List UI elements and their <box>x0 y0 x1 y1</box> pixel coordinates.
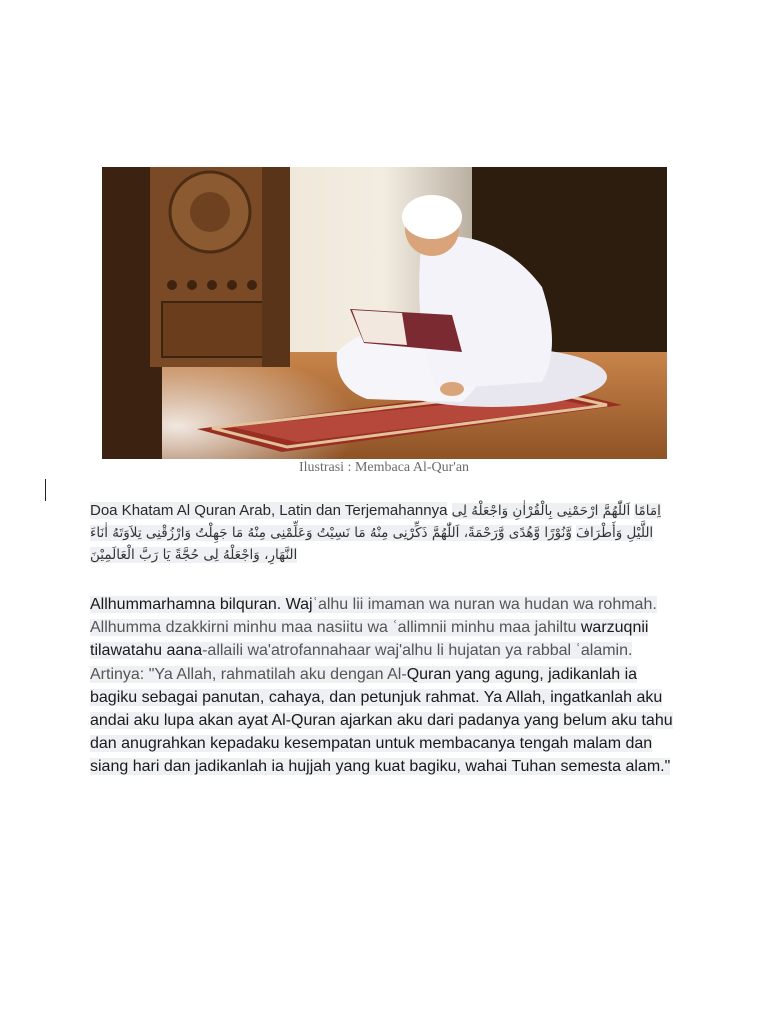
body-text-segment: Allhummarhamna bilquran. Waj <box>90 596 313 613</box>
body-text-segment: Quran yang agung, jadikanlah ia bagiku sebagai panutan, cahaya, dan petunjuk rahmat. Ya Allah, ingatkanlah aku andai aku lupa akan ayat Al-Quran ajarkan aku dari padanya yang belum aku tahu dan anugrahkan kepadaku kesempatan untuk membacanya tengah malam dan siang hari dan jadikanlah ia hujjah yang kuat bagiku, wahai Tuhan semesta alam." <box>90 665 673 776</box>
prayer-body-paragraph <box>90 593 680 779</box>
text-cursor <box>45 479 46 501</box>
arabic-prayer-line-1: اَللّٰهُمَّ ارْحَمْنِى بِالْقُرْاٰنِ وَاجْعَلْهُ لِى <box>451 503 631 519</box>
body-text-segment: ʿalhu lii imaman wa nuran wa hudan wa rohmah. Allhumma dzakkirni minhu maa nasiitu wa ʿallimnii minhu maa jahiltu <box>90 596 657 637</box>
article-heading: Doa Khatam Al Quran Arab, Latin dan Terjemahannya <box>90 502 448 519</box>
body-text-segment: -allaili wa'atrofannahaar waj'alhu li hujatan ya rabbal ʿalamin. Artinya: "Ya Allah, rahmatilah aku dengan Al- <box>90 642 633 683</box>
image-caption: Ilustrasi : Membaca Al-Qur'an <box>298 460 470 475</box>
arabic-prayer-line-2: اِمَامًا وَّنُوْرًا وَّهُدًى وَّرَحْمَةً، اَللّٰهُمَّ ذَكِّرْنِى مِنْهُ مَا نَسِيْتُ وَعَلِّمْنِى مِنْهُ مَا جَهِلْتُ وَارْزُقْنِى تِلاَوَتَهُ اٰنَاءَ <box>90 503 661 541</box>
heading-paragraph <box>90 500 680 566</box>
body-text-segment: warzuqnii tilawatahu aana <box>90 619 649 660</box>
illustration-photo <box>102 167 667 459</box>
arabic-prayer-line-3: اللَّيْلِ وَأَطْرَافَ النَّهَارِ، وَاجْعَلْهُ لِى حُجَّةً يَا رَبَّ الْعَالَمِيْنَ <box>90 525 654 563</box>
